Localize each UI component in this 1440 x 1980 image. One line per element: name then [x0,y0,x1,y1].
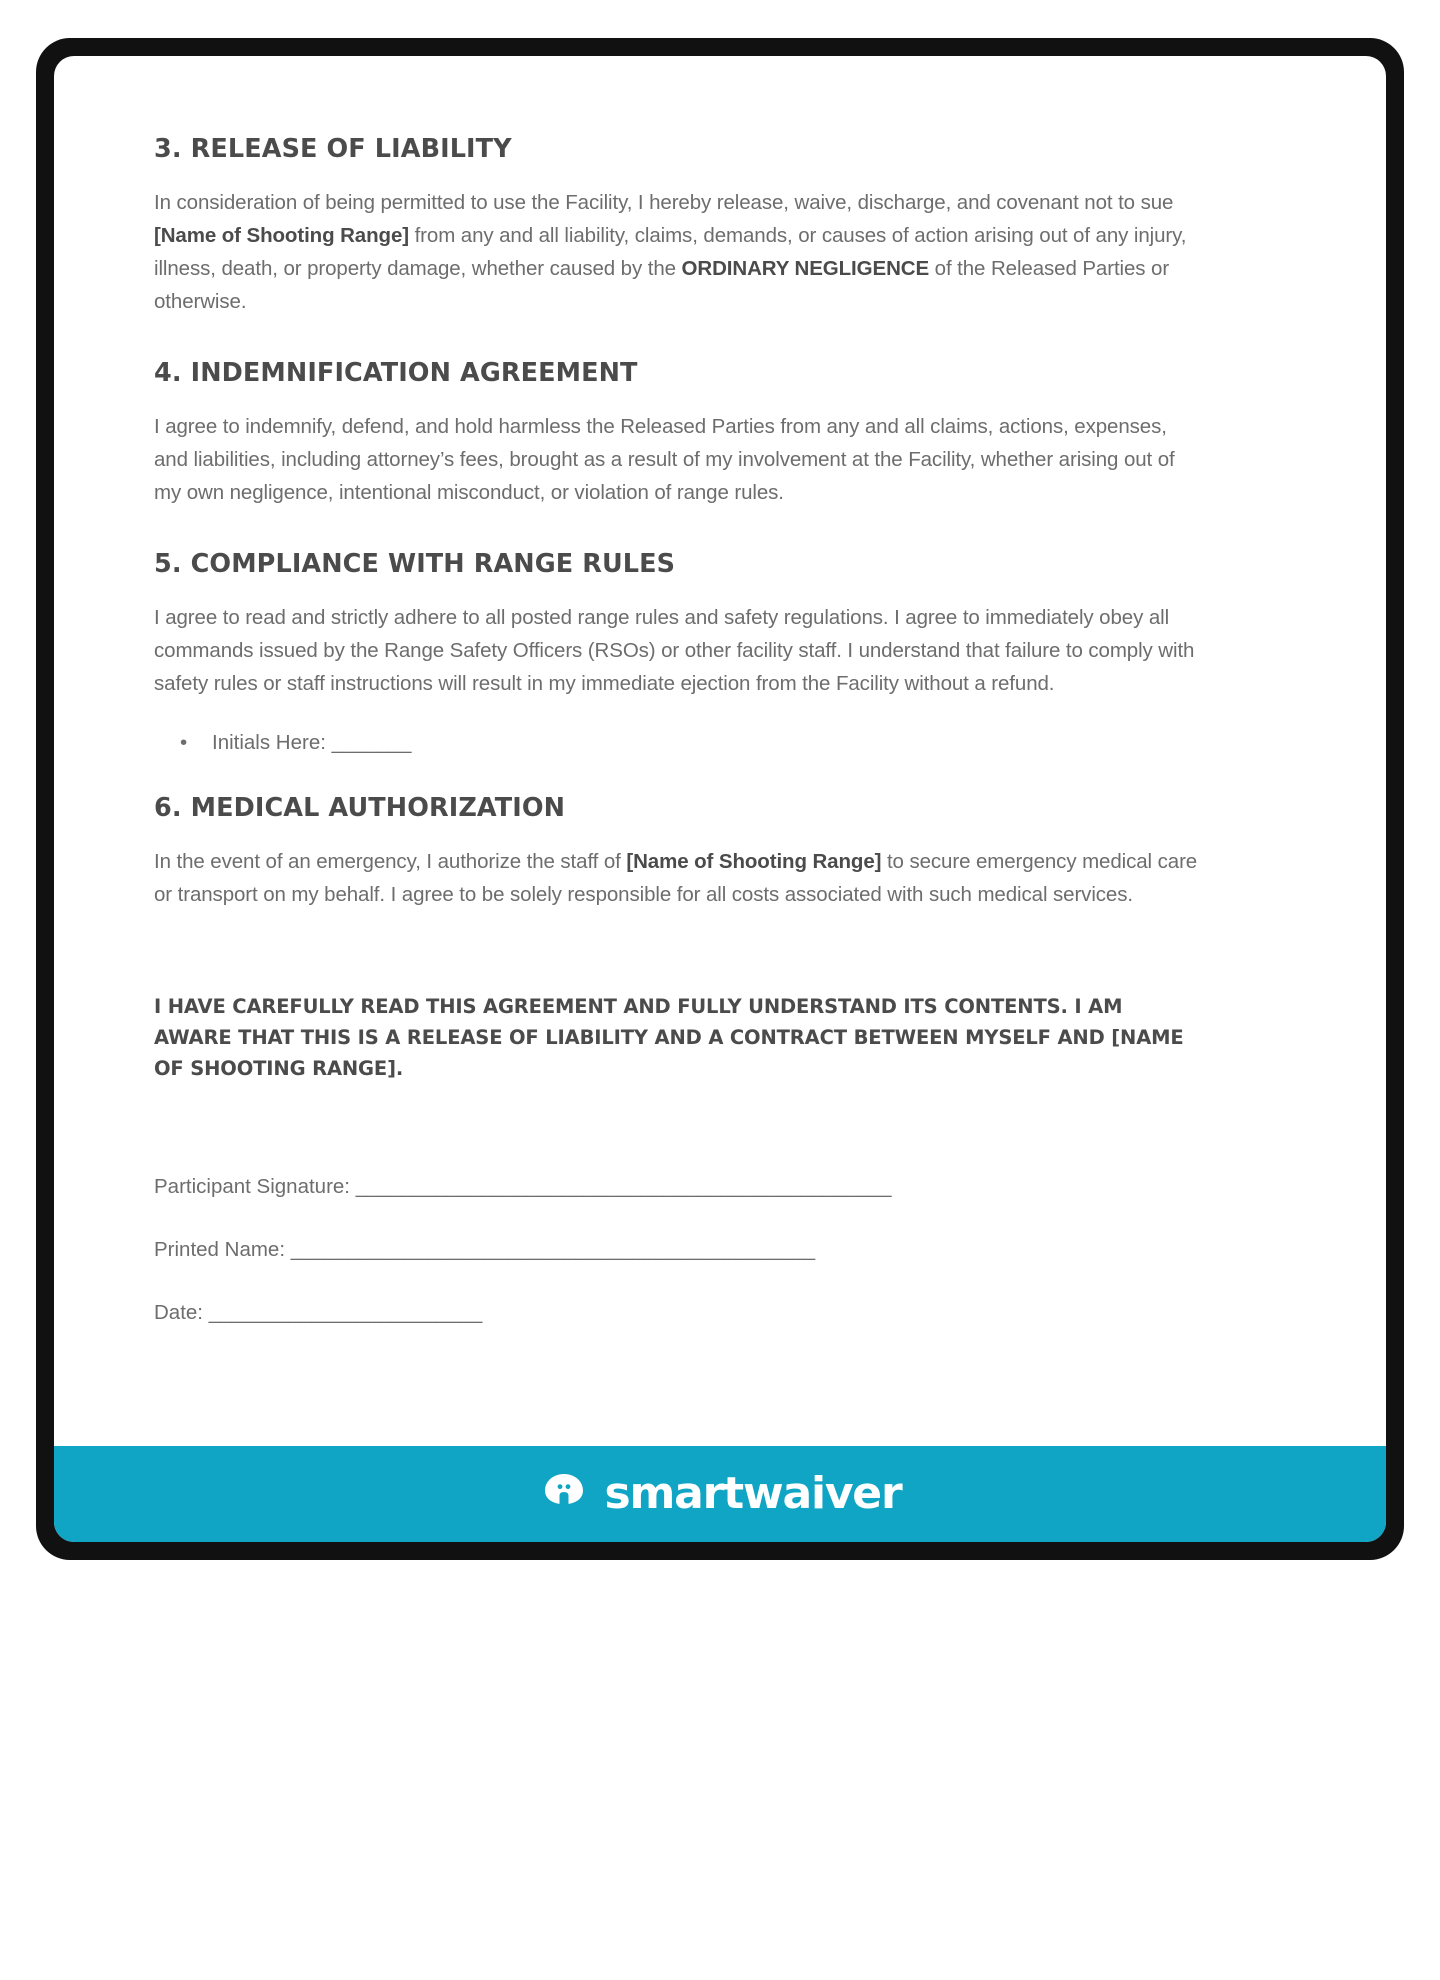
s6-part-0: In the event of an emergency, I authorize the staff of [154,850,627,873]
section-6-paragraph [154,845,1199,911]
section-release-of-liability [154,134,1286,318]
s6-part-2: to secure emergency medical care or transport on my behalf. I agree to be solely responsible for all costs associated with such medical services. [154,850,1198,906]
s6-part-1: [Name of Shooting Range] [626,850,882,873]
section-6-heading: 6. MEDICAL AUTHORIZATION [154,793,566,823]
bullet-dot-icon: • [180,731,188,754]
s3-part-4: of the Released Parties or otherwise. [154,257,1170,313]
section-medical-authorization [154,793,1286,911]
initials-here-label: Initials Here: _______ [212,731,412,754]
section-5-paragraph [154,601,1199,700]
date-line[interactable]: Date: ________________________ [154,1301,483,1324]
document-sheet [54,56,1386,1542]
printed-name-line[interactable]: Printed Name: ______________________________________________ [154,1238,816,1261]
section-5-heading: 5. COMPLIANCE WITH RANGE RULES [154,549,676,579]
document-page-frame [36,38,1404,1560]
s3-part-3: ORDINARY NEGLIGENCE [681,257,930,280]
initials-list [154,726,1286,759]
footer-brand-bar [54,1446,1386,1542]
section-4-paragraph [154,410,1199,509]
s5-part-0: I agree to read and strictly adhere to all posted range rules and safety regulations. I agree to immediately obey all commands issued by the Range Safety Officers (RSOs) or other facility staff. I understand that failure to comply with safety rules or staff instructions will result in my immediate ejection from the Facility without a refund. [154,606,1195,695]
section-compliance-with-range-rules [154,549,1286,759]
section-3-heading: 3. RELEASE OF LIABILITY [154,134,512,164]
section-indemnification-agreement [154,358,1286,509]
section-3-paragraph [154,186,1199,318]
signature-area [154,1170,1286,1329]
participant-signature-line[interactable]: Participant Signature: _______________________________________________ [154,1175,892,1198]
section-4-heading: 4. INDEMNIFICATION AGREEMENT [154,358,638,388]
acknowledgement-statement: I HAVE CAREFULLY READ THIS AGREEMENT AND FULLY UNDERSTAND ITS CONTENTS. I AM AWARE THAT THIS IS A RELEASE OF LIABILITY AND A CONTRACT BETWEEN MYSELF AND [NAME OF SHOOTING RANGE]. [154,995,1184,1080]
s3-part-2: from any and all liability, claims, demands, or causes of action arising out of any injury, illness, death, or property damage, whether caused by the [154,224,1187,280]
s3-part-0: In consideration of being permitted to use the Facility, I hereby release, waive, discharge, and covenant not to sue [154,191,1174,214]
document-content [54,56,1386,1329]
s4-part-0: I agree to indemnify, defend, and hold harmless the Released Parties from any and all claims, actions, expenses, and liabilities, including attorney’s fees, brought as a result of my involvement at the Facility, whether arising out of my own negligence, intentional misconduct, or violation of range rules. [154,415,1175,504]
smartwaiver-wordmark: smartwaiver [604,1468,902,1519]
smartwaiver-mark-icon [539,1467,589,1522]
list-item-initials [180,726,1286,759]
s3-part-1: [Name of Shooting Range] [154,224,409,247]
